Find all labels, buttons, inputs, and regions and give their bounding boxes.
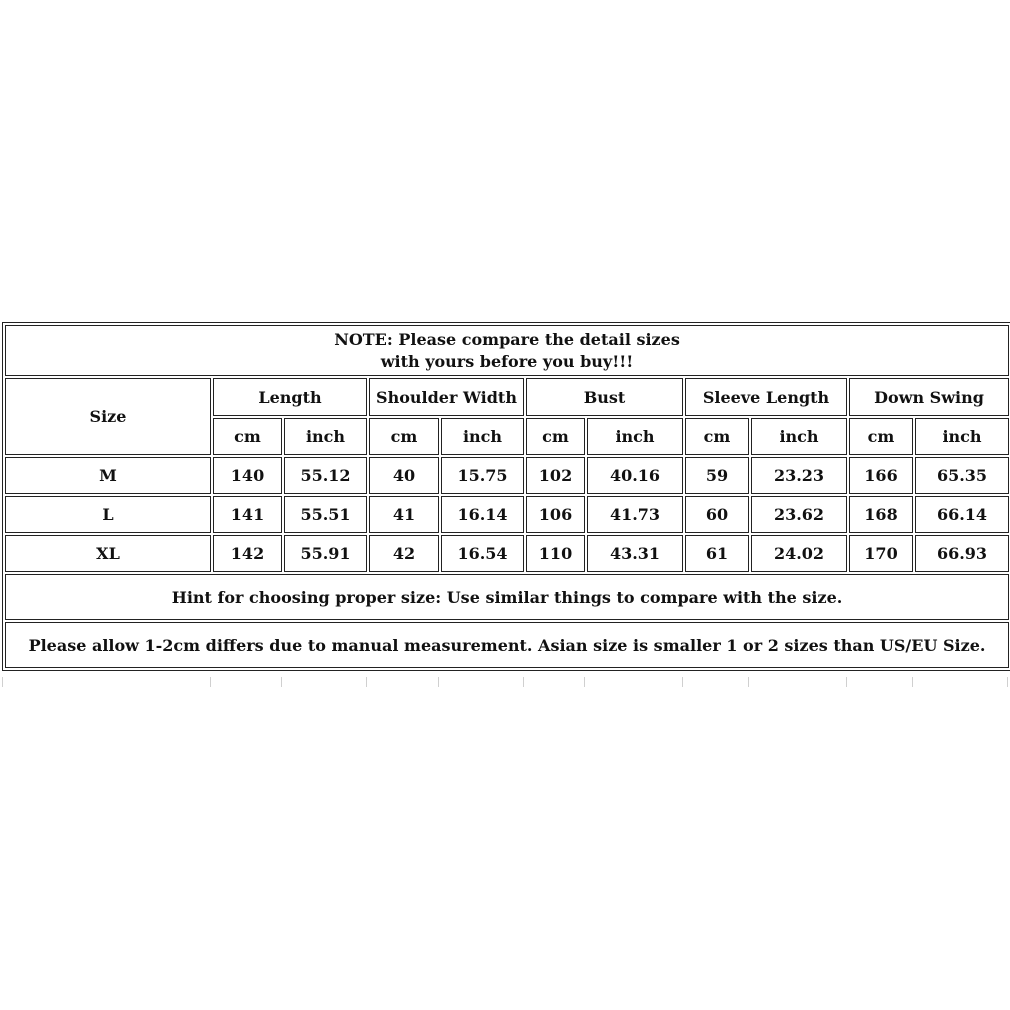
- tick-mark: [366, 677, 367, 687]
- down-swing-header: Down Swing: [849, 378, 1009, 416]
- value-cell: 40: [369, 457, 439, 494]
- tick-mark: [2, 677, 3, 687]
- value-cell: 15.75: [441, 457, 524, 494]
- value-cell: 102: [526, 457, 585, 494]
- value-cell: 24.02: [751, 535, 847, 572]
- tick-mark: [438, 677, 439, 687]
- tick-mark: [1007, 677, 1008, 687]
- sleeve-length-header: Sleeve Length: [685, 378, 847, 416]
- allowance-note: Please allow 1-2cm differs due to manual measurement. Asian size is smaller 1 or 2 sizes than US/EU Size.: [5, 622, 1009, 668]
- shoulder-width-header: Shoulder Width: [369, 378, 524, 416]
- value-cell: 41.73: [587, 496, 683, 533]
- value-cell: 141: [213, 496, 282, 533]
- value-cell: 55.12: [284, 457, 367, 494]
- hint-note: Hint for choosing proper size: Use similar things to compare with the size.: [5, 574, 1009, 620]
- down-swing-cm-header: cm: [849, 418, 913, 455]
- tick-mark: [210, 677, 211, 687]
- tick-mark: [584, 677, 585, 687]
- value-cell: 110: [526, 535, 585, 572]
- value-cell: 23.62: [751, 496, 847, 533]
- value-cell: 61: [685, 535, 749, 572]
- value-cell: 43.31: [587, 535, 683, 572]
- note-line-1: NOTE: Please compare the detail sizes: [334, 329, 680, 349]
- tick-mark: [748, 677, 749, 687]
- value-cell: 66.93: [915, 535, 1009, 572]
- value-cell: 40.16: [587, 457, 683, 494]
- value-cell: 166: [849, 457, 913, 494]
- value-cell: 140: [213, 457, 282, 494]
- length-inch-header: inch: [284, 418, 367, 455]
- size-cell: L: [5, 496, 211, 533]
- value-cell: 55.91: [284, 535, 367, 572]
- length-cm-header: cm: [213, 418, 282, 455]
- table-row: [5, 496, 1009, 533]
- size-column-header: Size: [5, 378, 211, 455]
- down-swing-inch-header: inch: [915, 418, 1009, 455]
- bust-inch-header: inch: [587, 418, 683, 455]
- sleeve-length-cm-header: cm: [685, 418, 749, 455]
- size-cell: XL: [5, 535, 211, 572]
- bust-header: Bust: [526, 378, 683, 416]
- size-cell: M: [5, 457, 211, 494]
- value-cell: 106: [526, 496, 585, 533]
- shoulder-width-cm-header: cm: [369, 418, 439, 455]
- value-cell: 41: [369, 496, 439, 533]
- value-cell: 16.14: [441, 496, 524, 533]
- tick-mark: [912, 677, 913, 687]
- shoulder-width-inch-header: inch: [441, 418, 524, 455]
- value-cell: 60: [685, 496, 749, 533]
- tick-mark: [523, 677, 524, 687]
- tick-mark: [682, 677, 683, 687]
- note-header: [5, 325, 1009, 376]
- value-cell: 142: [213, 535, 282, 572]
- column-tick-marks: [2, 677, 1008, 689]
- value-cell: 16.54: [441, 535, 524, 572]
- value-cell: 66.14: [915, 496, 1009, 533]
- table-row: [5, 535, 1009, 572]
- value-cell: 65.35: [915, 457, 1009, 494]
- value-cell: 55.51: [284, 496, 367, 533]
- length-header: Length: [213, 378, 367, 416]
- note-line-2: with yours before you buy!!!: [380, 351, 634, 371]
- size-chart: [2, 322, 1008, 671]
- value-cell: 59: [685, 457, 749, 494]
- value-cell: 42: [369, 535, 439, 572]
- value-cell: 23.23: [751, 457, 847, 494]
- bust-cm-header: cm: [526, 418, 585, 455]
- value-cell: 168: [849, 496, 913, 533]
- tick-mark: [846, 677, 847, 687]
- sleeve-length-inch-header: inch: [751, 418, 847, 455]
- tick-mark: [281, 677, 282, 687]
- table-row: [5, 457, 1009, 494]
- value-cell: 170: [849, 535, 913, 572]
- size-chart-table: [2, 322, 1010, 671]
